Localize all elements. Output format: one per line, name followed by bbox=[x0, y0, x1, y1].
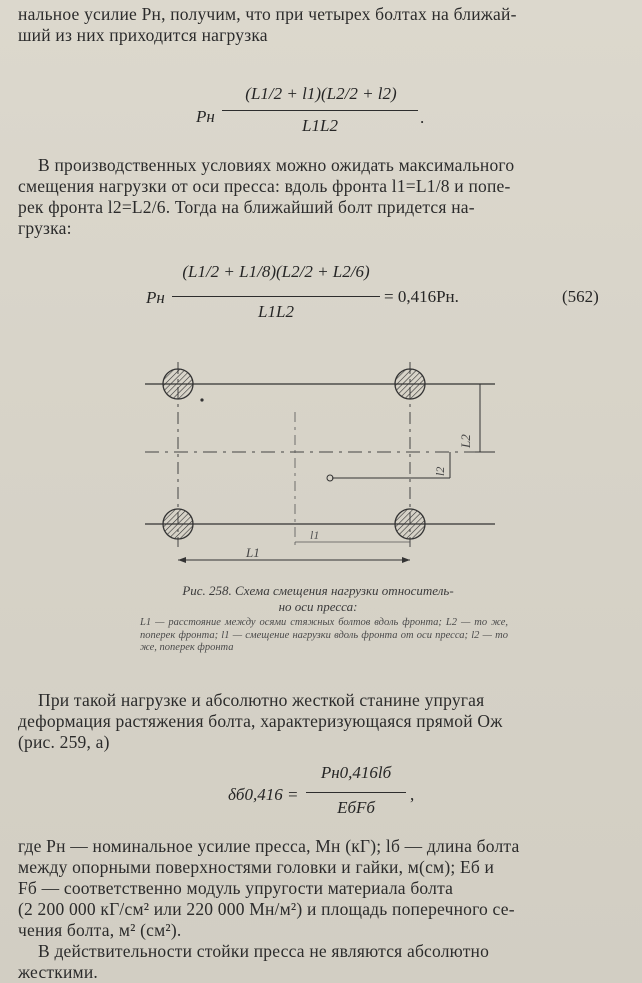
figure-legend: L1 — расстояние между осями стяжных болтов вдоль фронта; L2 — то же, поперек фронта; l1 — смещение нагрузки вдоль фронта от оси пресса; l2 — то же, поперек фронта bbox=[140, 617, 508, 653]
text-line: грузка: bbox=[18, 218, 72, 238]
fraction-bar bbox=[306, 792, 406, 793]
paragraph-bottom bbox=[18, 690, 624, 753]
caption-line: но оси пресса: bbox=[278, 599, 358, 614]
bolt-top-left bbox=[163, 369, 193, 399]
figure-caption bbox=[118, 583, 518, 615]
caption-line: Рис. 258. Схема смещения нагрузки относитель- bbox=[182, 583, 454, 598]
text-line: В производственных условиях можно ожидать максимального bbox=[38, 155, 515, 175]
dot-mark bbox=[200, 398, 203, 401]
paragraph-mid bbox=[18, 155, 624, 239]
bolt-layout-diagram bbox=[140, 352, 510, 582]
text-line: смещения нагрузки от оси пресса: вдоль фронта l1=L1/8 и попе- bbox=[18, 176, 511, 196]
arrow-right bbox=[402, 557, 410, 563]
text-line: нальное усилие Pн, получим, что при четырех болтах на ближай- bbox=[18, 4, 517, 24]
arrow-left bbox=[178, 557, 186, 563]
label-L2: L2 bbox=[458, 434, 473, 448]
bolt-bottom-left bbox=[163, 509, 193, 539]
text-line: ший из них приходится нагрузка bbox=[18, 25, 268, 45]
label-L1: L1 bbox=[246, 545, 260, 560]
text-line: деформация растяжения болта, характеризующаяся прямой Ож bbox=[18, 711, 503, 731]
text-line: В действительности стойки пресса не являются абсолютно bbox=[38, 941, 490, 961]
text-line: (2 200 000 кГ/см² или 220 000 Мн/м²) и площадь поперечного се- bbox=[18, 899, 515, 919]
formula-numerator: (L1/2 + l1)(L2/2 + l2) bbox=[245, 84, 397, 103]
formula-numerator: Pн0,416lб bbox=[320, 763, 392, 782]
formula-denominator: EбFб bbox=[337, 798, 375, 817]
label-l2: l2 bbox=[433, 466, 447, 476]
formula-result: = 0,416Pн. bbox=[384, 287, 459, 306]
formula-denominator: L1L2 bbox=[258, 302, 294, 321]
formula-numerator: (L1/2 + L1/8)(L2/2 + L2/6) bbox=[182, 262, 370, 281]
text-line: жесткими. bbox=[18, 962, 98, 982]
text-line: чения болта, м² (см²). bbox=[18, 920, 182, 940]
formula-lhs: Pн bbox=[146, 288, 165, 307]
text-line: Fб — соответственно модуль упругости материала болта bbox=[18, 878, 454, 898]
label-l1: l1 bbox=[310, 528, 320, 542]
text-line: (рис. 259, а) bbox=[18, 732, 110, 752]
formula-lhs: Pн bbox=[196, 107, 215, 126]
bolt-bottom-right bbox=[395, 509, 425, 539]
fraction-bar bbox=[222, 110, 418, 111]
text-line: между опорными поверхностями головки и гайки, м(см); Eб и bbox=[18, 857, 495, 877]
text-line: где Pн — номинальное усилие пресса, Мн (кГ); lб — длина болта bbox=[18, 836, 520, 856]
equation-number: (562) bbox=[562, 287, 599, 306]
text-line: При такой нагрузке и абсолютно жесткой станине упругая bbox=[38, 690, 485, 710]
paragraph-end bbox=[18, 836, 624, 983]
formula-lhs: δб0,416 = bbox=[228, 785, 299, 804]
bolt-top-right bbox=[395, 369, 425, 399]
formula-denominator: L1L2 bbox=[302, 116, 338, 135]
fraction-bar bbox=[172, 296, 380, 297]
text-line: рек фронта l2=L2/6. Тогда на ближайший болт придется на- bbox=[18, 197, 475, 217]
formula-end: , bbox=[410, 785, 415, 804]
paragraph-top bbox=[18, 4, 624, 46]
formula-end: . bbox=[420, 108, 425, 127]
